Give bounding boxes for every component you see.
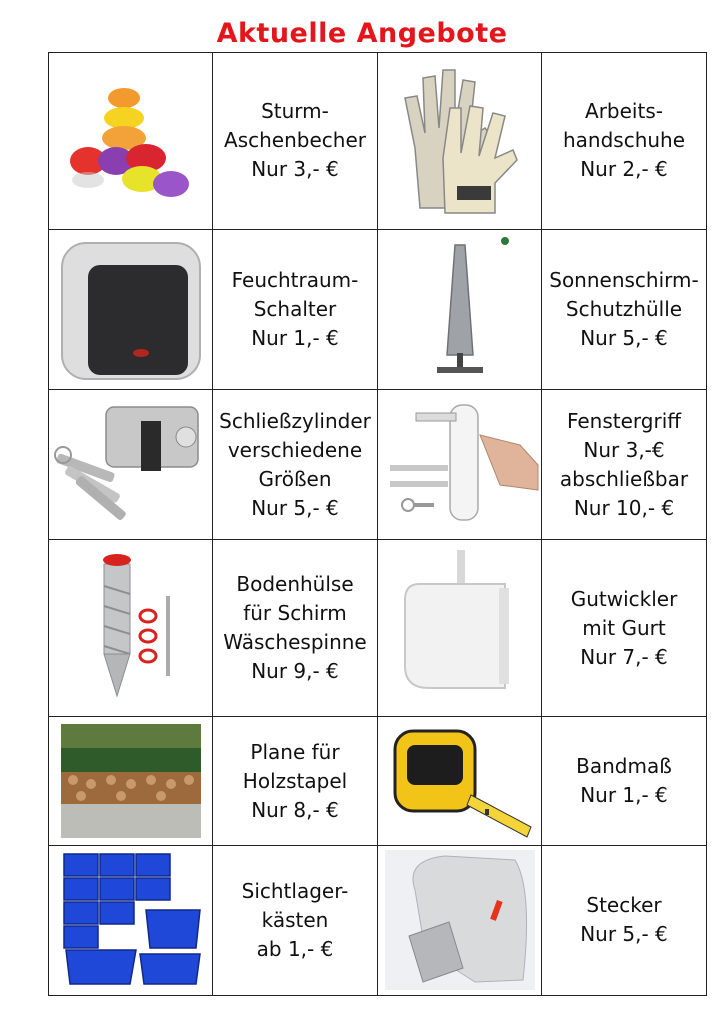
offer-line: mit Gurt bbox=[582, 615, 666, 640]
offer-line: Größen bbox=[258, 466, 332, 491]
offer-image-cell bbox=[378, 540, 542, 717]
offer-price: Nur 2,- € bbox=[580, 157, 668, 182]
table-row bbox=[49, 53, 707, 230]
storage-bins-icon bbox=[56, 850, 206, 990]
offer-text bbox=[542, 53, 707, 230]
tape-measure-icon bbox=[385, 721, 535, 841]
offer-text bbox=[542, 845, 707, 995]
offer-line: Holzstapel bbox=[242, 768, 348, 793]
table-row bbox=[49, 717, 707, 846]
table-row bbox=[49, 540, 707, 717]
offer-price: Nur 8,- € bbox=[251, 797, 339, 822]
umbrella-cover-icon bbox=[395, 235, 525, 385]
ground-spike-icon bbox=[76, 546, 186, 711]
offer-line: Stecker bbox=[586, 893, 662, 918]
offer-line: Schutzhülle bbox=[565, 297, 683, 322]
offer-text bbox=[542, 390, 707, 540]
lock-cylinder-icon bbox=[51, 395, 211, 535]
offer-image-cell bbox=[49, 845, 213, 995]
offer-line: Bandmaß bbox=[576, 754, 672, 778]
offer-line: Sonnenschirm- bbox=[549, 268, 699, 293]
offer-line: Schließzylinder bbox=[219, 408, 371, 433]
offer-price: ab 1,- € bbox=[256, 936, 334, 961]
offer-image-cell bbox=[378, 845, 542, 995]
table-row bbox=[49, 845, 707, 995]
offers-table bbox=[48, 52, 707, 996]
offer-text bbox=[213, 53, 378, 230]
offer-line: Aschenbecher bbox=[224, 128, 366, 153]
offer-line: verschiedene bbox=[227, 437, 363, 462]
offer-line: Gutwickler bbox=[570, 586, 678, 611]
window-handle-icon bbox=[380, 395, 540, 535]
offer-price: Nur 7,- € bbox=[580, 644, 668, 669]
plug-icon bbox=[385, 850, 535, 990]
offer-line: kästen bbox=[261, 907, 329, 932]
offer-image-cell bbox=[378, 53, 542, 230]
ashtray-icon bbox=[66, 76, 196, 206]
offer-image-cell bbox=[378, 229, 542, 390]
offer-price: Nur 1,- € bbox=[251, 326, 339, 351]
offer-line: Nur 3,-€ bbox=[583, 437, 665, 462]
offer-price: Nur 10,- € bbox=[573, 495, 675, 520]
work-gloves-icon bbox=[395, 58, 525, 223]
offer-line: abschließbar bbox=[559, 466, 689, 491]
page-title: Aktuelle Angebote bbox=[216, 18, 508, 49]
offer-line: Fenstergriff bbox=[566, 408, 682, 433]
offer-line: Arbeits- bbox=[585, 99, 663, 124]
offer-image-cell bbox=[378, 390, 542, 540]
offer-line: Feuchtraum- bbox=[231, 268, 359, 293]
table-row bbox=[49, 390, 707, 540]
offer-price: Nur 5,- € bbox=[580, 326, 668, 351]
offer-line: Wäschespinne bbox=[223, 630, 367, 655]
offer-image-cell bbox=[378, 717, 542, 846]
offer-image-cell bbox=[49, 717, 213, 846]
offer-line: Schalter bbox=[253, 297, 337, 322]
offer-image-cell bbox=[49, 390, 213, 540]
offer-text bbox=[213, 229, 378, 390]
offer-text bbox=[213, 540, 378, 717]
offer-text bbox=[213, 845, 378, 995]
offer-text bbox=[542, 540, 707, 717]
offer-price: Nur 5,- € bbox=[251, 495, 339, 520]
offer-line: Plane für bbox=[250, 739, 340, 764]
offer-line: für Schirm bbox=[243, 601, 347, 626]
offer-price: Nur 9,- € bbox=[251, 659, 339, 684]
offer-line: Sturm- bbox=[261, 99, 329, 124]
tarp-woodpile-icon bbox=[61, 724, 201, 838]
offer-image-cell bbox=[49, 540, 213, 717]
offer-price: Nur 5,- € bbox=[580, 922, 668, 947]
offer-line: handschuhe bbox=[562, 128, 686, 153]
offer-text bbox=[213, 390, 378, 540]
light-switch-icon bbox=[56, 235, 206, 385]
belt-winder-icon bbox=[395, 548, 525, 708]
table-row bbox=[49, 229, 707, 390]
offer-text bbox=[542, 229, 707, 390]
offer-price: Nur 3,- € bbox=[251, 157, 339, 182]
offer-image-cell bbox=[49, 53, 213, 230]
offer-price: Nur 1,- € bbox=[580, 783, 668, 807]
offer-image-cell bbox=[49, 229, 213, 390]
offer-line: Sichtlager- bbox=[241, 878, 349, 903]
offer-text bbox=[213, 717, 378, 846]
offer-line: Bodenhülse bbox=[236, 572, 354, 597]
offer-text bbox=[542, 717, 707, 846]
